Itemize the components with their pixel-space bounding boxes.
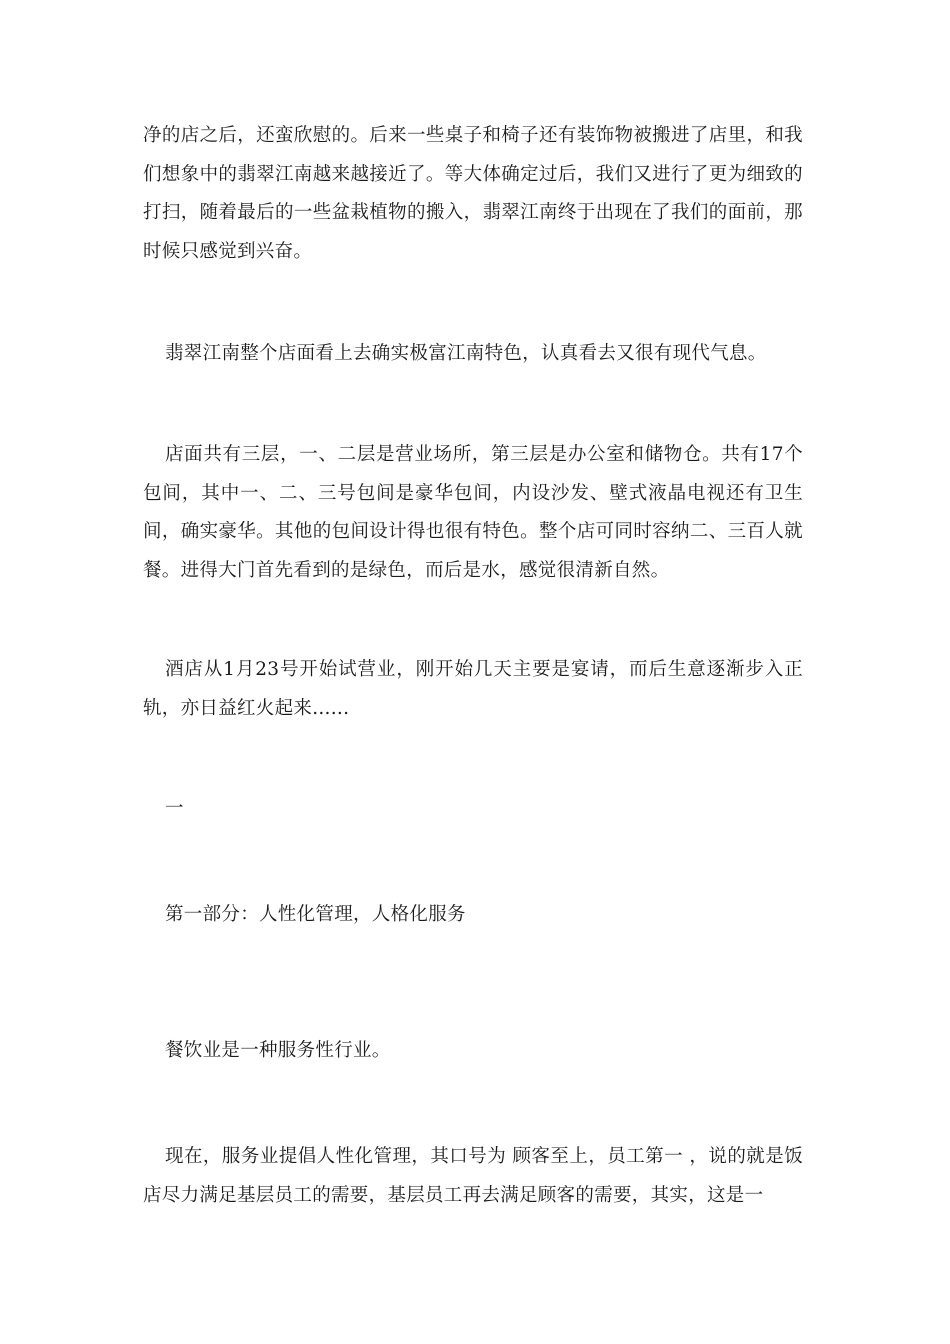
paragraph-store-layout: 店面共有三层，一、二层是营业场所，第三层是办公室和储物仓。共有17个包间，其中一、二、三号包间是豪华包间，内设沙发、壁式液晶电视还有卫生间，确实豪华。其他的包间设计得也很有特色。整个店可同时容纳二、三百人就餐。进得大门首先看到的是绿色，而后是水，感觉很清新自然。	[143, 444, 803, 581]
paragraph-continued-opening: 净的店之后，还蛮欣慰的。后来一些桌子和椅子还有装饰物被搬进了店里，和我们想象中的翡翠江南越来越接近了。等大体确定过后，我们又进行了更为细致的打扫，随着最后的一些盆栽植物的搬入，翡翠江南终于出现在了我们的面前，那时候只感觉到兴奋。	[143, 125, 803, 262]
section-heading: 第一部分：人性化管理，人格化服务	[165, 904, 466, 925]
paragraph-trial-opening: 酒店从1月23号开始试营业，刚开始几天主要是宴请，而后生意逐渐步入正轨，亦日益红火起来......	[143, 659, 803, 719]
section-number: 一	[165, 798, 184, 819]
paragraph-humanized-management: 现在，服务业提倡人性化管理，其口号为 顾客至上，员工第一 ，说的就是饭店尽力满足基层员工的需要，基层员工再去满足顾客的需要，其实，这是一	[143, 1146, 803, 1206]
paragraph-service-industry: 餐饮业是一种服务性行业。	[165, 1040, 391, 1061]
paragraph-store-style: 翡翠江南整个店面看上去确实极富江南特色，认真看去又很有现代气息。	[165, 343, 767, 364]
